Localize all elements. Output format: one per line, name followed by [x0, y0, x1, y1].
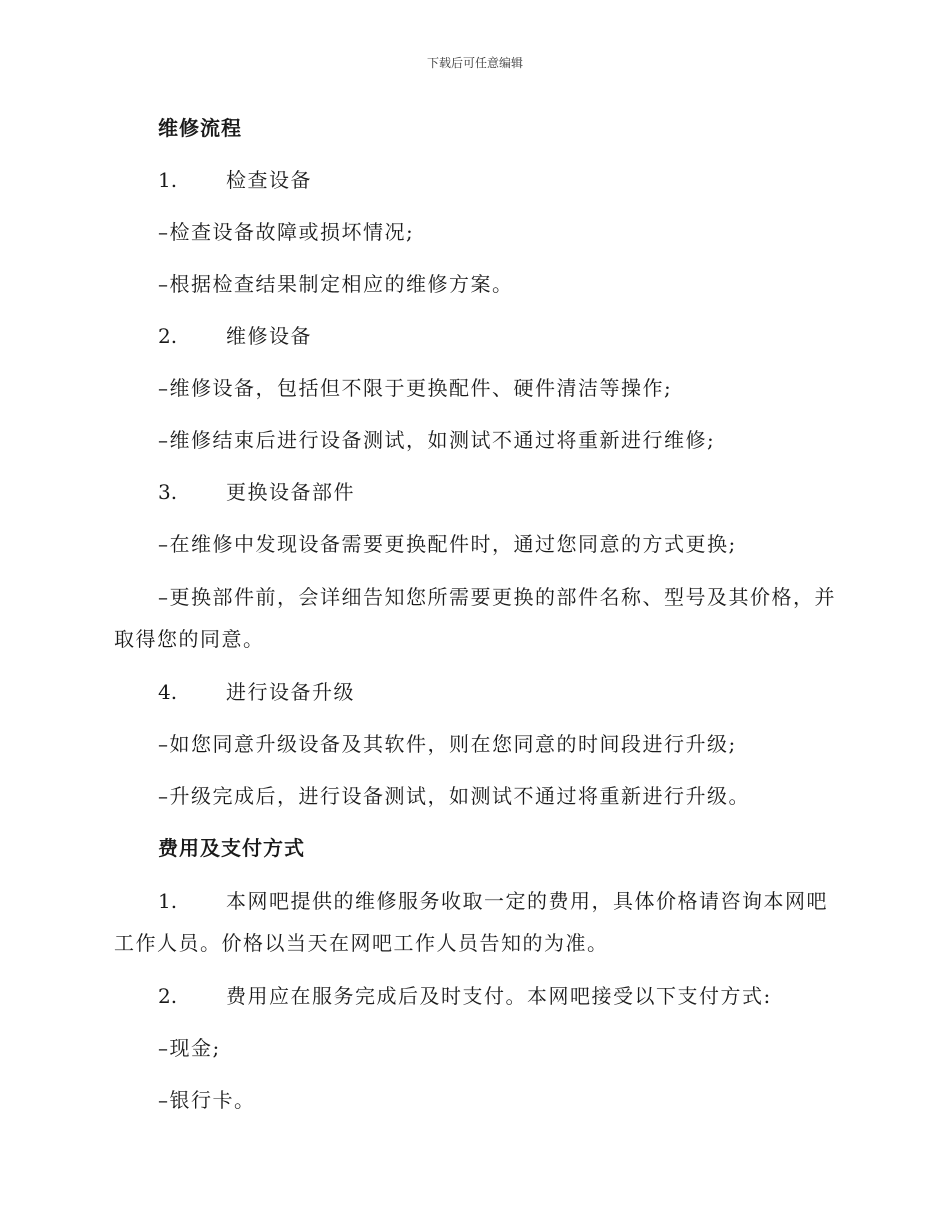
- bullet-line: –升级完成后，进行设备测试，如测试不通过将重新进行升级。: [158, 784, 750, 808]
- bullet-line: –如您同意升级设备及其软件，则在您同意的时间段进行升级;: [158, 732, 737, 756]
- item-number: 2.: [158, 984, 178, 1008]
- header-note: 下载后可任意编辑: [426, 56, 523, 70]
- item-number: 2.: [158, 324, 178, 348]
- bullet-line: –维修设备，包括但不限于更换配件、硬件清洁等操作;: [158, 376, 673, 400]
- item-title: 维修设备: [226, 324, 312, 348]
- item-heading: [114, 160, 836, 200]
- bullet-line: –在维修中发现设备需要更换配件时，通过您同意的方式更换;: [158, 532, 737, 556]
- item-title: 进行设备升级: [226, 680, 355, 704]
- bullet-line: –银行卡。: [158, 1088, 256, 1112]
- numbered-paragraph: [114, 880, 836, 964]
- item-number: 3.: [158, 480, 178, 504]
- item-number: 1.: [158, 889, 178, 913]
- bullet-line: –根据检查结果制定相应的维修方案。: [158, 272, 514, 296]
- section-title-fees-payment: 费用及支付方式: [158, 836, 305, 860]
- document-body: [114, 108, 836, 1120]
- item-number: 4.: [158, 680, 178, 704]
- item-heading: [114, 672, 836, 712]
- bullet-line: –现金;: [158, 1036, 221, 1060]
- item-text: 本网吧提供的维修服务收取一定的费用，具体价格请咨询本网吧工作人员。价格以当天在网吧工作人员告知的为准。: [114, 889, 828, 955]
- item-number: 1.: [158, 168, 178, 192]
- bullet-line: –检查设备故障或损坏情况;: [158, 220, 415, 244]
- section-title-repair-process: 维修流程: [158, 116, 242, 140]
- item-heading: [114, 316, 836, 356]
- item-text: 费用应在服务完成后及时支付。本网吧接受以下支付方式:: [226, 984, 772, 1008]
- bullet-paragraph: –更换部件前，会详细告知您所需要更换的部件名称、型号及其价格，并取得您的同意。: [114, 585, 836, 651]
- item-heading: [114, 472, 836, 512]
- bullet-line: –维修结束后进行设备测试，如测试不通过将重新进行维修;: [158, 428, 716, 452]
- item-title: 更换设备部件: [226, 480, 355, 504]
- item-title: 检查设备: [226, 168, 312, 192]
- numbered-paragraph: [114, 976, 836, 1016]
